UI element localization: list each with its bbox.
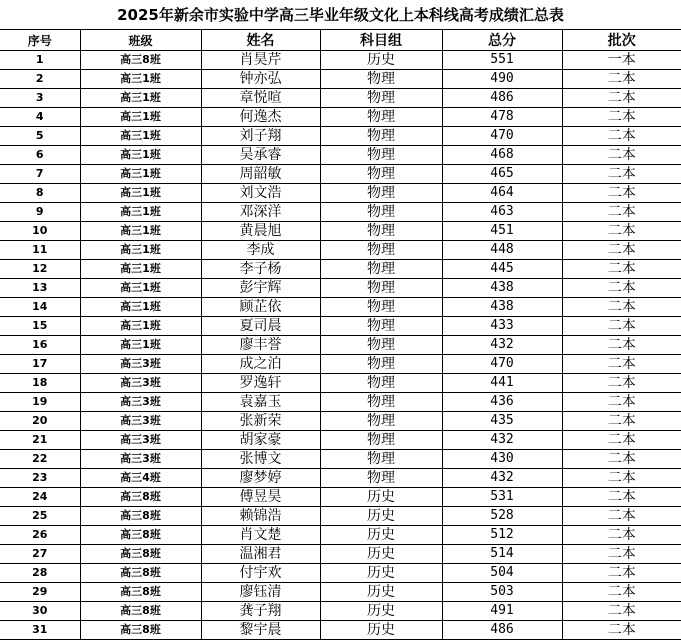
cell-subject-group: 历史 (320, 51, 442, 70)
cell-subject-group: 物理 (320, 108, 442, 127)
cell-name: 吴承睿 (201, 146, 320, 165)
table-row (0, 526, 681, 545)
cell-subject-group: 物理 (320, 336, 442, 355)
score-table (0, 30, 681, 640)
header-row (0, 30, 681, 51)
cell-subject-group: 物理 (320, 260, 442, 279)
cell-total-score: 504 (442, 564, 562, 583)
cell-total-score: 436 (442, 393, 562, 412)
cell-name: 胡家豪 (201, 431, 320, 450)
cell-name: 何逸杰 (201, 108, 320, 127)
table-row (0, 621, 681, 640)
cell-name: 彭宇辉 (201, 279, 320, 298)
cell-subject-group: 物理 (320, 279, 442, 298)
cell-index: 20 (0, 412, 80, 431)
cell-total-score: 435 (442, 412, 562, 431)
cell-subject-group: 历史 (320, 526, 442, 545)
table-row (0, 279, 681, 298)
cell-name: 周韶敏 (201, 165, 320, 184)
cell-class: 高三1班 (80, 317, 201, 336)
cell-total-score: 448 (442, 241, 562, 260)
cell-batch: 二本 (562, 222, 681, 241)
cell-name: 李成 (201, 241, 320, 260)
cell-class: 高三3班 (80, 431, 201, 450)
cell-index: 19 (0, 393, 80, 412)
cell-name: 袁嘉玉 (201, 393, 320, 412)
cell-total-score: 470 (442, 355, 562, 374)
table-row (0, 545, 681, 564)
cell-class: 高三8班 (80, 621, 201, 640)
cell-class: 高三3班 (80, 355, 201, 374)
cell-index: 7 (0, 165, 80, 184)
cell-total-score: 551 (442, 51, 562, 70)
cell-index: 21 (0, 431, 80, 450)
cell-batch: 二本 (562, 393, 681, 412)
cell-total-score: 430 (442, 450, 562, 469)
cell-subject-group: 物理 (320, 241, 442, 260)
cell-class: 高三1班 (80, 279, 201, 298)
cell-total-score: 486 (442, 621, 562, 640)
cell-index: 5 (0, 127, 80, 146)
cell-index: 11 (0, 241, 80, 260)
cell-name: 刘子翔 (201, 127, 320, 146)
cell-class: 高三3班 (80, 450, 201, 469)
cell-name: 夏司晨 (201, 317, 320, 336)
cell-index: 24 (0, 488, 80, 507)
cell-name: 付宇欢 (201, 564, 320, 583)
header-name: 姓名 (201, 30, 320, 51)
cell-class: 高三1班 (80, 146, 201, 165)
cell-class: 高三3班 (80, 393, 201, 412)
cell-index: 14 (0, 298, 80, 317)
cell-subject-group: 历史 (320, 621, 442, 640)
cell-index: 1 (0, 51, 80, 70)
cell-subject-group: 物理 (320, 298, 442, 317)
cell-subject-group: 历史 (320, 602, 442, 621)
cell-batch: 二本 (562, 336, 681, 355)
cell-batch: 二本 (562, 203, 681, 222)
cell-index: 27 (0, 545, 80, 564)
cell-subject-group: 物理 (320, 469, 442, 488)
cell-batch: 二本 (562, 146, 681, 165)
cell-class: 高三8班 (80, 564, 201, 583)
cell-index: 13 (0, 279, 80, 298)
table-row (0, 108, 681, 127)
cell-index: 31 (0, 621, 80, 640)
cell-batch: 二本 (562, 241, 681, 260)
cell-class: 高三8班 (80, 526, 201, 545)
cell-index: 25 (0, 507, 80, 526)
cell-total-score: 531 (442, 488, 562, 507)
cell-total-score: 445 (442, 260, 562, 279)
cell-index: 22 (0, 450, 80, 469)
cell-name: 肖文楚 (201, 526, 320, 545)
cell-index: 2 (0, 70, 80, 89)
table-row (0, 355, 681, 374)
cell-batch: 二本 (562, 317, 681, 336)
cell-name: 张新荣 (201, 412, 320, 431)
cell-class: 高三1班 (80, 70, 201, 89)
cell-subject-group: 物理 (320, 165, 442, 184)
cell-total-score: 433 (442, 317, 562, 336)
cell-batch: 二本 (562, 127, 681, 146)
cell-batch: 二本 (562, 355, 681, 374)
cell-index: 10 (0, 222, 80, 241)
cell-class: 高三1班 (80, 222, 201, 241)
cell-index: 29 (0, 583, 80, 602)
cell-batch: 二本 (562, 89, 681, 108)
cell-class: 高三8班 (80, 602, 201, 621)
cell-index: 26 (0, 526, 80, 545)
cell-batch: 二本 (562, 184, 681, 203)
cell-class: 高三1班 (80, 108, 201, 127)
table-row (0, 602, 681, 621)
cell-index: 8 (0, 184, 80, 203)
cell-index: 9 (0, 203, 80, 222)
cell-total-score: 490 (442, 70, 562, 89)
cell-class: 高三8班 (80, 51, 201, 70)
cell-total-score: 438 (442, 298, 562, 317)
cell-batch: 二本 (562, 583, 681, 602)
cell-total-score: 478 (442, 108, 562, 127)
table-row (0, 89, 681, 108)
cell-class: 高三1班 (80, 241, 201, 260)
cell-name: 刘文浩 (201, 184, 320, 203)
cell-class: 高三1班 (80, 298, 201, 317)
cell-total-score: 491 (442, 602, 562, 621)
cell-name: 廖梦婷 (201, 469, 320, 488)
table-row (0, 412, 681, 431)
cell-class: 高三1班 (80, 336, 201, 355)
cell-index: 17 (0, 355, 80, 374)
header-total-score: 总分 (442, 30, 562, 51)
cell-name: 温湘君 (201, 545, 320, 564)
cell-index: 16 (0, 336, 80, 355)
cell-batch: 一本 (562, 51, 681, 70)
cell-batch: 二本 (562, 431, 681, 450)
cell-name: 章悦喧 (201, 89, 320, 108)
cell-total-score: 438 (442, 279, 562, 298)
cell-index: 15 (0, 317, 80, 336)
cell-class: 高三1班 (80, 260, 201, 279)
cell-name: 廖丰誉 (201, 336, 320, 355)
table-row (0, 298, 681, 317)
cell-total-score: 432 (442, 336, 562, 355)
cell-batch: 二本 (562, 260, 681, 279)
cell-name: 黎宇晨 (201, 621, 320, 640)
cell-name: 李子杨 (201, 260, 320, 279)
cell-index: 3 (0, 89, 80, 108)
table-row (0, 222, 681, 241)
table-row (0, 488, 681, 507)
cell-total-score: 465 (442, 165, 562, 184)
table-row (0, 203, 681, 222)
cell-subject-group: 物理 (320, 374, 442, 393)
cell-total-score: 463 (442, 203, 562, 222)
header-subject-group: 科目组 (320, 30, 442, 51)
cell-index: 30 (0, 602, 80, 621)
cell-batch: 二本 (562, 374, 681, 393)
cell-class: 高三8班 (80, 488, 201, 507)
cell-batch: 二本 (562, 621, 681, 640)
cell-name: 成之泊 (201, 355, 320, 374)
cell-total-score: 441 (442, 374, 562, 393)
cell-index: 4 (0, 108, 80, 127)
cell-subject-group: 物理 (320, 431, 442, 450)
cell-batch: 二本 (562, 564, 681, 583)
table-row (0, 564, 681, 583)
table-row (0, 146, 681, 165)
cell-batch: 二本 (562, 545, 681, 564)
cell-class: 高三4班 (80, 469, 201, 488)
cell-subject-group: 历史 (320, 507, 442, 526)
table-row (0, 127, 681, 146)
cell-batch: 二本 (562, 526, 681, 545)
table-row (0, 336, 681, 355)
cell-name: 廖钰清 (201, 583, 320, 602)
cell-total-score: 464 (442, 184, 562, 203)
cell-name: 肖昊芹 (201, 51, 320, 70)
cell-batch: 二本 (562, 602, 681, 621)
table-row (0, 317, 681, 336)
cell-class: 高三1班 (80, 184, 201, 203)
cell-index: 6 (0, 146, 80, 165)
table-row (0, 374, 681, 393)
cell-name: 黄晨旭 (201, 222, 320, 241)
cell-class: 高三1班 (80, 203, 201, 222)
cell-subject-group: 物理 (320, 184, 442, 203)
cell-subject-group: 物理 (320, 317, 442, 336)
cell-subject-group: 历史 (320, 545, 442, 564)
cell-batch: 二本 (562, 70, 681, 89)
cell-class: 高三8班 (80, 545, 201, 564)
cell-name: 龚子翔 (201, 602, 320, 621)
cell-index: 28 (0, 564, 80, 583)
cell-total-score: 512 (442, 526, 562, 545)
cell-class: 高三8班 (80, 583, 201, 602)
cell-batch: 二本 (562, 450, 681, 469)
cell-subject-group: 历史 (320, 564, 442, 583)
table-row (0, 507, 681, 526)
cell-name: 罗逸轩 (201, 374, 320, 393)
cell-class: 高三1班 (80, 165, 201, 184)
cell-subject-group: 物理 (320, 450, 442, 469)
cell-name: 张博文 (201, 450, 320, 469)
cell-class: 高三8班 (80, 507, 201, 526)
table-row (0, 260, 681, 279)
cell-subject-group: 物理 (320, 203, 442, 222)
cell-name: 顾芷依 (201, 298, 320, 317)
table-row (0, 583, 681, 602)
cell-subject-group: 物理 (320, 393, 442, 412)
cell-subject-group: 历史 (320, 583, 442, 602)
cell-total-score: 503 (442, 583, 562, 602)
cell-batch: 二本 (562, 279, 681, 298)
cell-total-score: 451 (442, 222, 562, 241)
cell-name: 赖锦浩 (201, 507, 320, 526)
table-row (0, 469, 681, 488)
cell-total-score: 486 (442, 89, 562, 108)
cell-total-score: 514 (442, 545, 562, 564)
cell-batch: 二本 (562, 165, 681, 184)
cell-total-score: 432 (442, 469, 562, 488)
table-row (0, 70, 681, 89)
cell-index: 18 (0, 374, 80, 393)
cell-subject-group: 物理 (320, 412, 442, 431)
cell-batch: 二本 (562, 507, 681, 526)
cell-total-score: 432 (442, 431, 562, 450)
cell-subject-group: 物理 (320, 222, 442, 241)
cell-subject-group: 物理 (320, 127, 442, 146)
cell-class: 高三3班 (80, 412, 201, 431)
header-class: 班级 (80, 30, 201, 51)
sheet-title: 2025年新余市实验中学高三毕业年级文化上本科线高考成绩汇总表 (0, 0, 681, 30)
table-row (0, 241, 681, 260)
table-row (0, 393, 681, 412)
cell-batch: 二本 (562, 108, 681, 127)
table-row (0, 184, 681, 203)
cell-index: 23 (0, 469, 80, 488)
table-row (0, 450, 681, 469)
cell-batch: 二本 (562, 469, 681, 488)
cell-class: 高三1班 (80, 89, 201, 108)
cell-total-score: 470 (442, 127, 562, 146)
cell-total-score: 528 (442, 507, 562, 526)
table-row (0, 165, 681, 184)
cell-batch: 二本 (562, 298, 681, 317)
header-batch: 批次 (562, 30, 681, 51)
cell-batch: 二本 (562, 488, 681, 507)
cell-name: 傅昱昊 (201, 488, 320, 507)
cell-class: 高三3班 (80, 374, 201, 393)
cell-subject-group: 物理 (320, 355, 442, 374)
header-index: 序号 (0, 30, 80, 51)
cell-subject-group: 物理 (320, 89, 442, 108)
cell-subject-group: 历史 (320, 488, 442, 507)
cell-name: 邓深洋 (201, 203, 320, 222)
cell-index: 12 (0, 260, 80, 279)
cell-subject-group: 物理 (320, 70, 442, 89)
cell-name: 钟亦弘 (201, 70, 320, 89)
cell-subject-group: 物理 (320, 146, 442, 165)
cell-total-score: 468 (442, 146, 562, 165)
table-row (0, 431, 681, 450)
table-row (0, 51, 681, 70)
cell-class: 高三1班 (80, 127, 201, 146)
cell-batch: 二本 (562, 412, 681, 431)
